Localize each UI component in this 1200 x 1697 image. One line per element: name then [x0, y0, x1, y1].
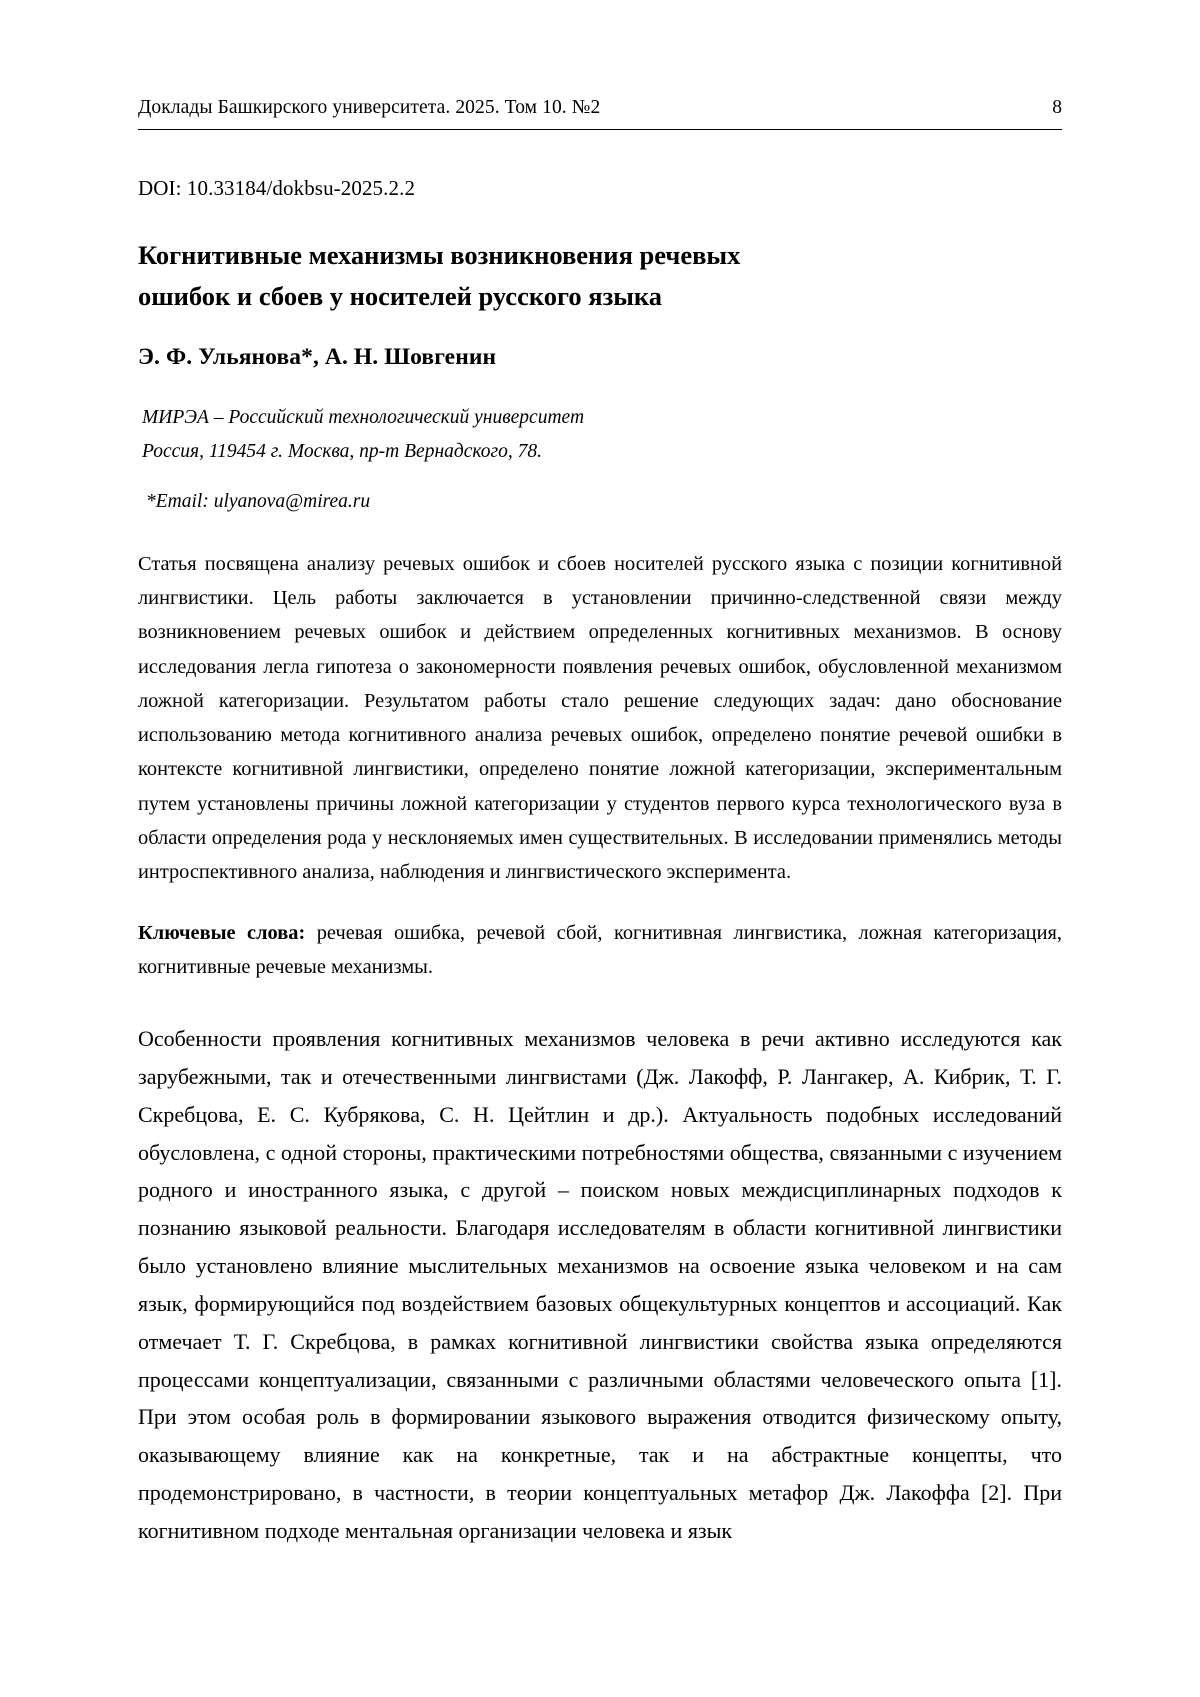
article-title-line-2: ошибок и сбоев у носителей русского языка: [138, 281, 663, 312]
abstract-text: Статья посвящена анализу речевых ошибок и сбоев носителей русского языка с позиции когнитивной лингвистики. Цель работы заключается в установлении причинно-следственной связи между возникновением речевых ошибок и действием определенных когнитивных механизмов. В основу исследования легла гипотеза о закономерности появления речевых ошибок, обусловленной механизмом ложной категоризации. Результатом работы стало решение следующих задач: дано обоснование использованию метода когнитивного анализа речевых ошибок, определено понятие речевой ошибки в контексте когнитивной лингвистики, определено понятие ложной категоризации, экспериментальным путем установлены причины ложной категоризации у студентов первого курса технологического вуза в области определения рода у несклоняемых имен существительных. В исследовании применялись методы интроспективного анализа, наблюдения и лингвистического эксперимента.: [138, 552, 1062, 884]
author-list: Э. Ф. Ульянова*, А. Н. Шовгенин: [138, 343, 497, 370]
affiliation-institution: МИРЭА – Российский технологический университет: [142, 406, 585, 428]
corresponding-email: *Email: ulyanova@mirea.ru: [146, 490, 371, 512]
article-title-line-1: Когнитивные механизмы возникновения речевых: [138, 240, 741, 271]
affiliation-address: Россия, 119454 г. Москва, пр-т Вернадского, 78.: [142, 440, 543, 462]
journal-citation: Доклады Башкирского университета. 2025. Том 10. №2: [138, 97, 601, 118]
page-number: 8: [1052, 97, 1062, 118]
body-paragraph-1: Особенности проявления когнитивных механизмов человека в речи активно исследуются как зарубежными, так и отечественными лингвистами (Дж. Лакофф, Р. Лангакер, А. Кибрик, Т. Г. Скребцова, Е. С. Кубрякова, С. Н. Цейтлин и др.). Актуальность подобных исследований обусловлена, с одной стороны, практическими потребностями общества, связанными с изучением родного и иностранного языка, с другой – поиском новых междисциплинарных подходов к познанию языковой реальности. Благодаря исследователям в области когнитивной лингвистики было установлено влияние мыслительных механизмов на освоение языка человеком и на сам язык, формирующийся под воздействием базовых общекультурных концептов и ассоциаций. Как отмечает Т. Г. Скребцова, в рамках когнитивной лингвистики свойства языка определяются процессами концептуализации, связанными с различными областями человеческого опыта [1]. При этом особая роль в формировании языкового выражения отводится физическому опыту, оказывающему влияние как на конкретные, так и на абстрактные концепты, что продемонстрировано, в частности, в теории концептуальных метафор Дж. Лакоффа [2]. При когнитивном подходе ментальная организации человека и язык: [138, 1026, 1062, 1543]
doi-line: DOI: 10.33184/dokbsu-2025.2.2: [138, 176, 416, 201]
keywords-text: речевая ошибка, речевой сбой, когнитивная лингвистика, ложная категоризация, когнитивные речевые механизмы.: [138, 921, 1062, 978]
running-head: [138, 96, 1062, 130]
keywords-block: [138, 916, 1062, 985]
keywords-label: Ключевые слова:: [138, 921, 306, 944]
affiliation: [142, 401, 1062, 469]
article-title: [138, 235, 838, 317]
